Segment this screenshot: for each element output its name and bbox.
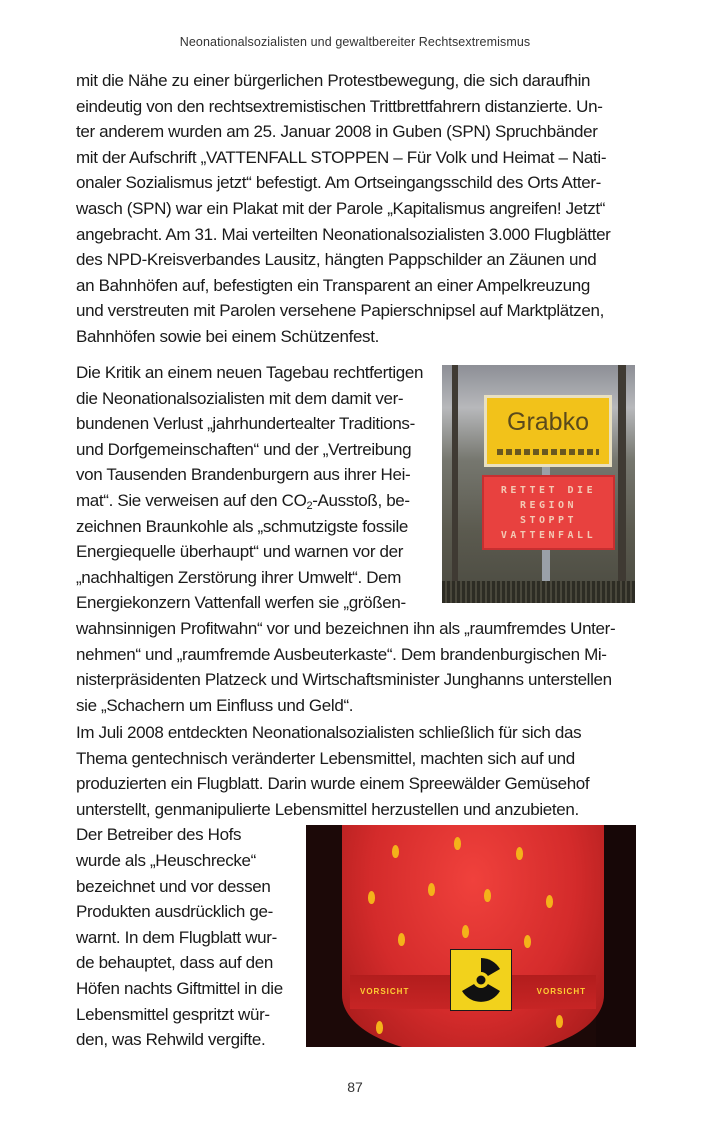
seed-dot [454, 837, 461, 850]
text-line: zeichnen Braunkohle als „schmutzigste fossile [76, 516, 408, 536]
text-line: Bahnhöfen sowie bei einem Schützenfest. [76, 326, 379, 346]
text-line: Energiekonzern Vattenfall werfen sie „größen- [76, 593, 406, 613]
text-line: wasch (SPN) war ein Plakat mit der Parole „Kapitalismus angreifen! Jetzt“ [76, 198, 606, 218]
text-line: an Bahnhöfen auf, befestigten ein Transparent an einer Ampelkreuzung [76, 275, 590, 295]
photo-town-sign [442, 365, 635, 603]
seed-dot [398, 933, 405, 946]
co2-text-before: mat“. Sie verweisen auf den CO [76, 490, 307, 510]
town-sign-subtext [497, 449, 599, 455]
text-line: nehmen“ und „raumfremde Ausbeuterkaste“. Dem brandenburgischen Mi- [76, 644, 607, 664]
text-line: Im Juli 2008 entdeckten Neonationalsozialisten schließlich für sich das [76, 723, 582, 742]
text-line: Produkten ausdrücklich ge- [76, 902, 273, 922]
paragraph-1 [76, 68, 636, 350]
band-text-left: VORSICHT [360, 987, 410, 996]
text-line: und verstreuten mit Parolen versehene Papierschnipsel auf Marktplätzen, [76, 301, 604, 321]
text-line: den, was Rehwild vergifte. [76, 1030, 266, 1050]
co2-subscript: 2 [306, 499, 313, 512]
slogan-line: VATTENFALL [500, 530, 597, 541]
text-line: ter anderem wurden am 25. Januar 2008 in Guben (SPN) Spruchbänder [76, 122, 598, 142]
co2-text-after: -Ausstoß, be- [312, 490, 410, 510]
seed-dot [546, 895, 553, 908]
text-line: Der Betreiber des Hofs [76, 825, 242, 845]
text-line: die Neonationalsozialisten mit dem damit ver- [76, 388, 404, 408]
running-header: Neonationalsozialisten und gewaltbereiter Rechtsextremismus [179, 35, 531, 49]
text-line: wahnsinnigen Profitwahn“ vor und bezeichnen ihn als „raumfremdes Unter- [76, 618, 616, 638]
seed-dot [484, 889, 491, 902]
text-line: „nachhaltigen Zerstörung ihrer Umwelt“. Dem [76, 567, 402, 587]
text-line: onaler Sozialismus jetzt“ befestigt. Am Ortseingangsschild des Orts Atter- [76, 173, 601, 193]
text-line: und Dorfgemeinschaften“ und der „Vertreibung [76, 439, 412, 459]
text-line: nisterpräsidenten Platzeck und Wirtschaftsminister Junghanns unterstellen [76, 670, 612, 690]
page-number: 87 [347, 1079, 363, 1095]
seed-dot [368, 891, 375, 904]
tree-trunk [452, 365, 458, 603]
seed-dot [392, 845, 399, 858]
strawberry-bucket [342, 825, 604, 1047]
town-name: Grabko [507, 408, 589, 436]
tree-trunk [618, 365, 626, 603]
text-line: sie „Schachern um Einfluss und Geld“. [76, 695, 354, 715]
text-line: eindeutig von den rechtsextremistischen Trittbrettfahrern distanzierte. Un- [76, 96, 603, 116]
text-line: von Tausenden Brandenburgern aus ihrer Hei- [76, 465, 411, 485]
seed-dot [524, 935, 531, 948]
poster-slogan [484, 483, 613, 543]
text-line: produzierten ein Flugblatt. Darin wurde einem Spreewälder Gemüsehof [76, 774, 590, 794]
protest-poster [482, 475, 615, 550]
radiation-warning-icon [450, 949, 512, 1011]
text-line: unterstellt, genmanipulierte Lebensmittel herzustellen und anzubieten. [76, 799, 579, 819]
text-line: bundenen Verlust „jahrhundertealter Traditions- [76, 414, 415, 434]
seed-dot [556, 1015, 563, 1028]
band-text-right: VORSICHT [536, 987, 586, 996]
seed-dot [462, 925, 469, 938]
photo-strawberry-bucket [306, 825, 636, 1047]
seed-dot [428, 883, 435, 896]
text-line: mit der Aufschrift „VATTENFALL STOPPEN – Für Volk und Heimat – Nati- [76, 147, 607, 167]
text-line: Höfen nachts Giftmittel in die [76, 978, 283, 998]
text-line: Energiequelle überhaupt“ und warnen vor der [76, 542, 404, 562]
grass [442, 581, 635, 603]
text-line: des NPD-Kreisverbandes Lausitz, hängten Pappschilder an Zäunen und [76, 250, 597, 270]
slogan-line: RETTET DIE [500, 485, 597, 496]
text-line: angebracht. Am 31. Mai verteilten Neonationalsozialisten 3.000 Flugblätter [76, 224, 611, 244]
town-sign [484, 395, 612, 467]
text-line-co2 [76, 488, 434, 514]
text-line: wurde als „Heuschrecke“ [76, 850, 256, 870]
text-line: Die Kritik an einem neuen Tagebau rechtfertigen [76, 363, 424, 382]
seed-dot [376, 1021, 383, 1034]
text-line: bezeichnet und vor dessen [76, 876, 271, 896]
text-line: mit die Nähe zu einer bürgerlichen Protestbewegung, die sich daraufhin [76, 71, 591, 90]
text-line: warnt. In dem Flugblatt wur- [76, 927, 277, 947]
slogan-line: REGION [519, 500, 578, 511]
slogan-line: STOPPT [519, 515, 578, 526]
text-line: Thema gentechnisch veränderter Lebensmittel, machten sich auf und [76, 748, 575, 768]
text-line: Lebensmittel gespritzt wür- [76, 1004, 270, 1024]
text-line: de behauptet, dass auf den [76, 953, 273, 973]
seed-dot [516, 847, 523, 860]
